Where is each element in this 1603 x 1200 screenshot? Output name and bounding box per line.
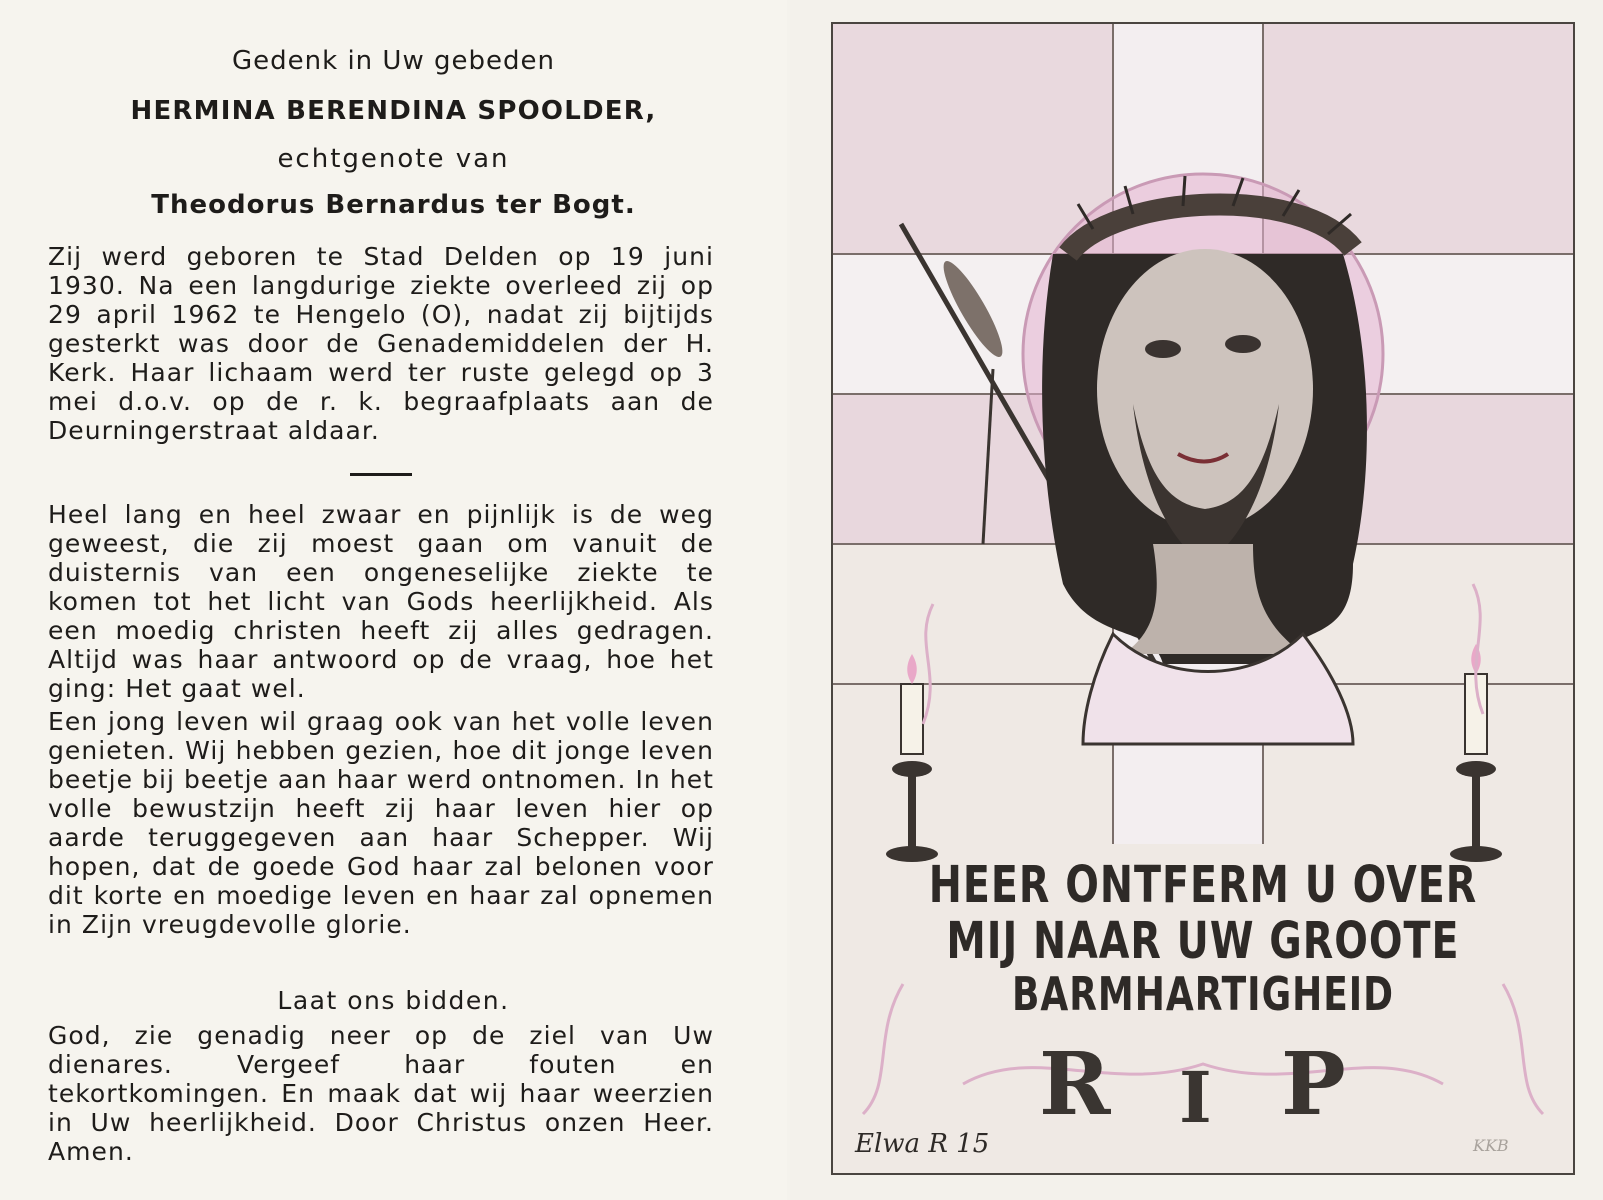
reflection-paragraph-1: Heel lang en heel zwaar en pijnlijk is de weg geweest, die zij moest gaan om vanuit de duisternis van een ongeneselijke ziekte te komen tot het licht van Gods heerlijkheid. Als een moedig christen heeft zij alles gedragen. Altijd was haar antwoord op de vraag, hoe het ging: Het gaat wel. [48, 500, 714, 703]
section-divider [350, 473, 412, 476]
prayer-paragraph: God, zie genadig neer op de ziel van Uw dienares. Vergeef haar fouten en tekortkomingen. En maak dat wij haar weerzien in Uw heerlijkheid. Door Christus onzen Heer. Amen. [48, 1021, 714, 1166]
reflection-paragraph-2: Een jong leven wil graag ook van het volle leven genieten. Wij hebben gezien, hoe dit jonge leven beetje bij beetje aan haar werd ontnomen. In het volle bewustzijn heeft zij haar leven hier op aarde teruggegeven aan haar Schepper. Wij hopen, dat de goede God haar zal belonen voor dit korte en moedige leven en haar zal opnemen in Zijn vreugdevolle glorie. [48, 707, 714, 939]
intro-line: Gedenk in Uw gebeden [232, 46, 555, 76]
left-eye [1145, 340, 1181, 358]
right-eye [1225, 335, 1261, 353]
publisher-mark: Elwa R 15 [855, 1129, 990, 1159]
prayer-heading: Laat ons bidden. [277, 986, 510, 1015]
rip-letter-p: P [1281, 1034, 1346, 1135]
spouse-name: Theodorus Bernardus ter Bogt. [151, 190, 636, 220]
artist-signature: KKB [1473, 1136, 1509, 1155]
plea-line-1: HEER ONTFERM U OVER [928, 856, 1478, 915]
relation-line: echtgenote van [277, 144, 510, 174]
deceased-name: HERMINA BERENDINA SPOOLDER, [130, 96, 657, 126]
rip-letter-i: I [1179, 1056, 1212, 1139]
biography-paragraph: Zij werd geboren te Stad Delden op 19 juni 1930. Na een langdurige ziekte overleed zij op 29 april 1962 te Hengelo (O), nadat zij bijtijds gesterkt was door de Genademiddelen der H. Kerk. Haar lichaam werd ter ruste gelegd op 3 mei d.o.v. op de r. k. begraafplaats aan de Deurningerstraat aldaar. [48, 242, 714, 445]
memorial-text-card [0, 0, 787, 1200]
plea-line-3: BARMHARTIGHEID [1011, 968, 1395, 1022]
face [1097, 249, 1313, 529]
devotional-image-frame [831, 22, 1575, 1175]
rip-letter-r: R [1039, 1034, 1111, 1135]
plea-line-2: MIJ NAAR UW GROOTE [946, 912, 1460, 971]
